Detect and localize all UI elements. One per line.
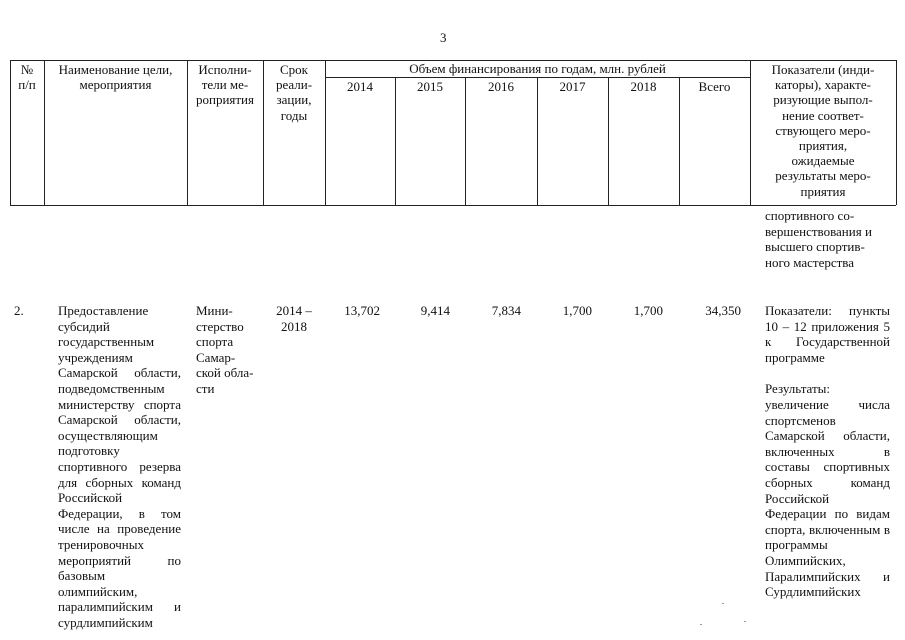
value-2016: 7,834 — [491, 303, 521, 318]
header-year-2017: 2017 — [559, 79, 586, 94]
row-results-label: Результаты: — [765, 381, 830, 396]
value-2018: 1,700 — [633, 303, 663, 318]
value-2017: 1,700 — [562, 303, 592, 318]
row-executor: Мини- стерство спорта Самар- ской обла- сти — [196, 303, 254, 396]
value-total: 34,350 — [705, 303, 741, 318]
header-year-2016: 2016 — [488, 79, 514, 94]
value-2015: 9,414 — [420, 303, 450, 318]
header-col-term: Срок реали- зации, годы — [275, 62, 313, 123]
scan-speck — [744, 621, 746, 622]
header-year-2015: 2015 — [417, 79, 443, 94]
header-col-indicators: Показатели (инди- каторы), характе- ризующие выпол- нение соответ- ствующего меро- приятия, ожидаемые результаты меро- приятия — [771, 62, 875, 199]
value-2014: 13,702 — [344, 303, 380, 318]
row-indicators: Показатели: пункты 10 – 12 приложения 5 к Государственной программе — [765, 303, 890, 365]
header-col-total: Всего — [698, 79, 731, 94]
row-term: 2014 – 2018 — [276, 303, 312, 334]
row-name: Предоставление субсидий государственным учреждениям Самарской области, подведомственным министерству спорта Самарской области, осуществляющим подготовку спортивного резерва для сборных команд Российской Федерации, в том числе на проведение тренировочных мероприятий по базовым олимпийским, паралимпийским и сурдлимпийским — [58, 303, 181, 630]
header-col-number: № п/п — [18, 62, 36, 93]
header-col-name: Наименование цели, мероприятия — [58, 62, 173, 93]
scan-speck — [700, 624, 702, 625]
header-year-2018: 2018 — [630, 79, 657, 94]
header-year-2014: 2014 — [347, 79, 373, 94]
row-results: увеличение числа спортсменов Самарской области, включенных в составы спортивных сборных команд Российской Федерации по видам спорта, включенным в программы Олимпийских, Паралимпийских и Сурдлимпийских — [765, 397, 890, 600]
header-col-funding: Объем финансирования по годам, млн. рублей — [409, 61, 666, 76]
continued-indicator-text: спортивного со- вершенствования и высшего спортив- ного мастерства — [765, 208, 872, 270]
page-number: 3 — [440, 30, 447, 45]
scan-speck — [722, 603, 724, 604]
header-col-executor: Исполни- тели ме- роприятия — [195, 62, 254, 108]
row-number: 2. — [14, 303, 24, 318]
